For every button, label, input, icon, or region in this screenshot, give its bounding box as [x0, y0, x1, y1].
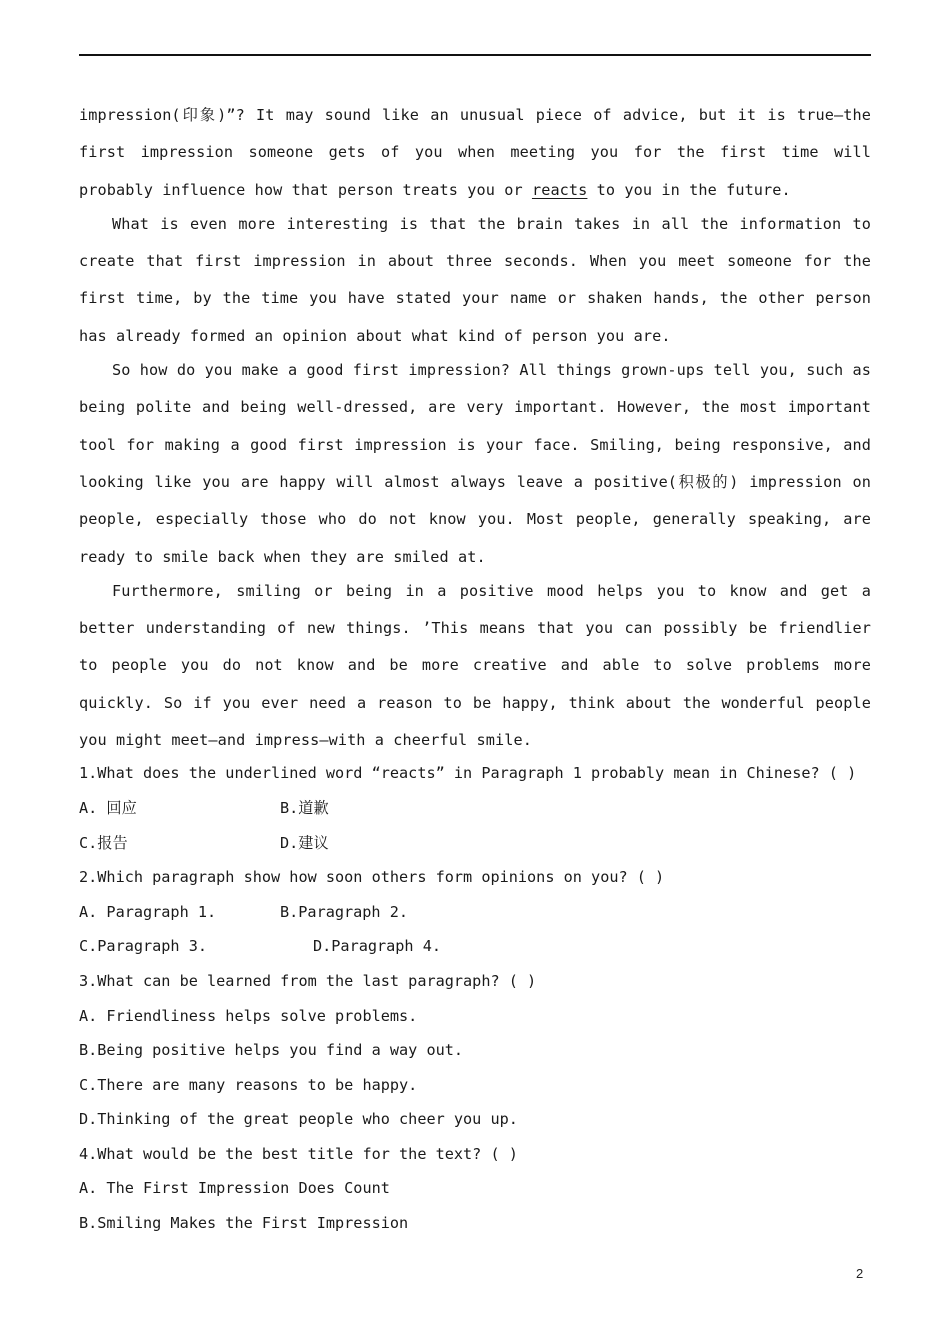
question-2-option-b: B.Paragraph 2. [280, 902, 409, 921]
question-2-option-d: D.Paragraph 4. [313, 937, 442, 956]
question-3-option-a: A. Friendliness helps solve problems. [79, 1006, 418, 1025]
header-rule [79, 54, 871, 56]
question-2-options-row-1 [79, 895, 871, 930]
question-2-option-c: C.Paragraph 3. [79, 937, 208, 956]
question-1-stem: 1.What does the underlined word “reacts” in Paragraph 1 probably mean in Chinese? ( ) [79, 764, 857, 783]
question-2-stem: 2.Which paragraph show how soon others form opinions on you? ( ) [79, 868, 665, 887]
page-content [79, 97, 871, 1241]
question-1-option-c: C.报告 [79, 833, 128, 852]
underlined-word: reacts [531, 180, 588, 199]
question-3-stem: 3.What can be learned from the last paragraph? ( ) [79, 971, 537, 990]
paragraph-3: So how do you make a good first impression? All things grown-ups tell you, such as being polite and being well-dressed, are very important. However, the most important tool for making a good first impression is your face. Smiling, being responsive, and looking like you are happy will almost always leave a positive(积极的) impression on people, especially those who do not know you. Most people, generally speaking, are ready to smile back when they are smiled at. [79, 361, 871, 566]
question-4-stem: 4.What would be the best title for the text? ( ) [79, 1144, 518, 1163]
question-1-option-b: B.道歉 [280, 798, 329, 817]
paragraph-1-text-before: impression(印象)”? It may sound like an unusual piece of advice, but it is true—the first impression someone gets of you when meeting you for the first time will probably influence how that person treats you or [79, 106, 871, 199]
question-3-option-b: B.Being positive helps you find a way out. [79, 1041, 464, 1060]
question-4-option-b: B.Smiling Makes the First Impression [79, 1214, 409, 1233]
question-3-option-c: C.There are many reasons to be happy. [79, 1075, 418, 1094]
question-1-options-row-1 [79, 791, 871, 826]
paragraph-4: Furthermore, smiling or being in a positive mood helps you to know and get a better understanding of new things. ’This means that you can possibly be friendlier to people you do not know and be more creative and able to solve problems more quickly. So if you ever need a reason to be happy, think about the wonderful people you might meet—and impress—with a cheerful smile. [79, 581, 871, 750]
paragraph-1 [79, 97, 871, 209]
question-1-options-row-2 [79, 826, 871, 861]
question-4-option-a: A. The First Impression Does Count [79, 1179, 390, 1198]
question-3-option-d: D.Thinking of the great people who cheer you up. [79, 1110, 518, 1129]
question-1-option-d: D.建议 [280, 833, 329, 852]
question-1-option-a: A. 回应 [79, 798, 137, 817]
page-number: 2 [856, 1266, 864, 1281]
paragraph-2: What is even more interesting is that the brain takes in all the information to create that first impression in about three seconds. When you meet someone for the first time, by the time you have stated your name or shaken hands, the other person has already formed an opinion about what kind of person you are. [79, 214, 871, 345]
question-2-option-a: A. Paragraph 1. [79, 902, 217, 921]
question-2-options-row-2 [79, 929, 871, 964]
paragraph-1-text-after: to you in the future. [587, 180, 791, 199]
